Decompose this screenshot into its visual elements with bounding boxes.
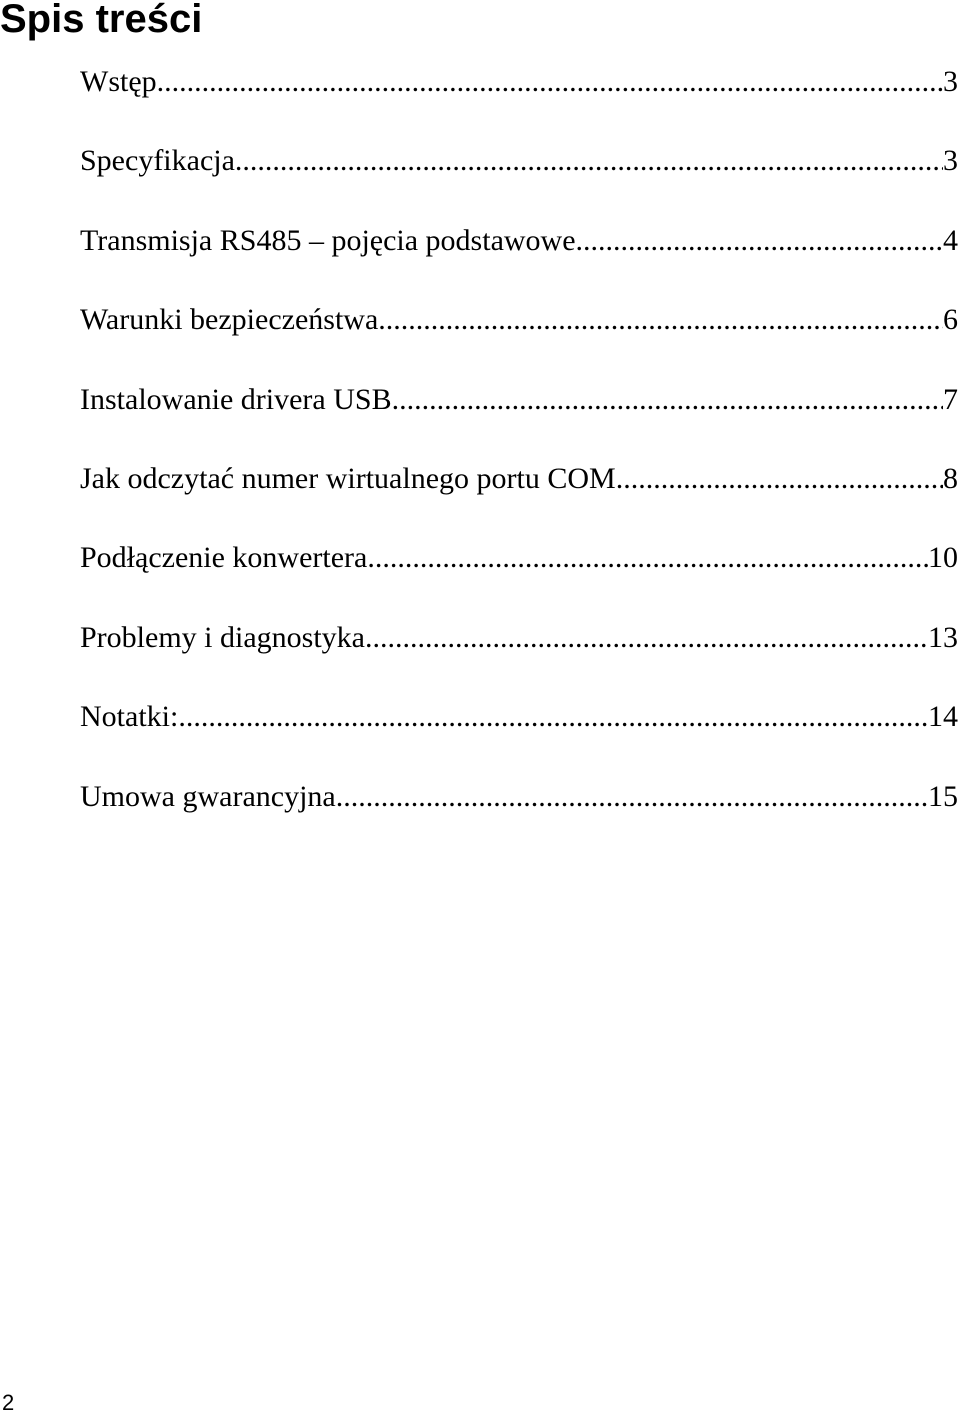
toc-entry-page: 14 [928,700,958,734]
toc-dot-leader [616,457,943,501]
toc-entry-problemy-diagnostyka[interactable] [80,616,958,695]
toc-entry-text: Umowa gwarancyjna [80,779,336,813]
toc-dot-leader [367,536,928,580]
page-number: 2 [2,1390,15,1415]
toc-entry-page: 3 [943,65,958,98]
toc-entry-page: 6 [943,303,958,337]
toc-entry-podlaczenie-konwertera[interactable] [80,536,958,615]
toc-dot-leader [178,695,928,739]
page-title: Spis treści [0,0,203,41]
toc-entry-text: Problemy i diagnostyka [80,620,365,654]
toc-entry-instalowanie-drivera[interactable] [80,378,958,457]
toc-entry-text: Transmisja RS485 – pojęcia podstawowe [80,223,576,257]
toc-entry-notatki[interactable] [80,695,958,774]
table-of-contents [80,60,958,854]
toc-entry-page: 7 [943,382,958,416]
toc-entry-page: 4 [943,223,958,257]
toc-entry-text: Warunki bezpieczeństwa [80,303,379,337]
toc-entry-text: Jak odczytać numer wirtualnego portu COM [80,461,616,495]
toc-entry-text: Podłączenie konwertera [80,541,368,575]
toc-entry-text: Specyfikacja [80,144,235,178]
toc-dot-leader [365,616,928,660]
toc-dot-leader [157,60,943,104]
toc-entry-text: Wstęp [80,65,157,98]
toc-entry-page: 8 [943,461,958,495]
toc-entry-warunki-bezpieczenstwa[interactable] [80,298,958,377]
toc-entry-wstep[interactable] [80,60,958,139]
toc-dot-leader [378,298,943,342]
toc-entry-text: Instalowanie drivera USB [80,382,392,416]
toc-entry-page: 15 [928,779,958,813]
toc-entry-transmisja-rs485[interactable] [80,219,958,298]
toc-dot-leader [336,775,928,819]
toc-entry-page: 3 [943,144,958,178]
toc-entry-page: 13 [928,620,958,654]
toc-dot-leader [576,219,943,263]
toc-entry-umowa-gwarancyjna[interactable] [80,775,958,854]
toc-entry-page: 10 [928,541,958,575]
toc-entry-text: Notatki: [80,700,179,734]
toc-dot-leader [392,378,943,422]
toc-entry-numer-portu-com[interactable] [80,457,958,536]
toc-dot-leader [235,139,943,183]
toc-entry-specyfikacja[interactable] [80,139,958,218]
